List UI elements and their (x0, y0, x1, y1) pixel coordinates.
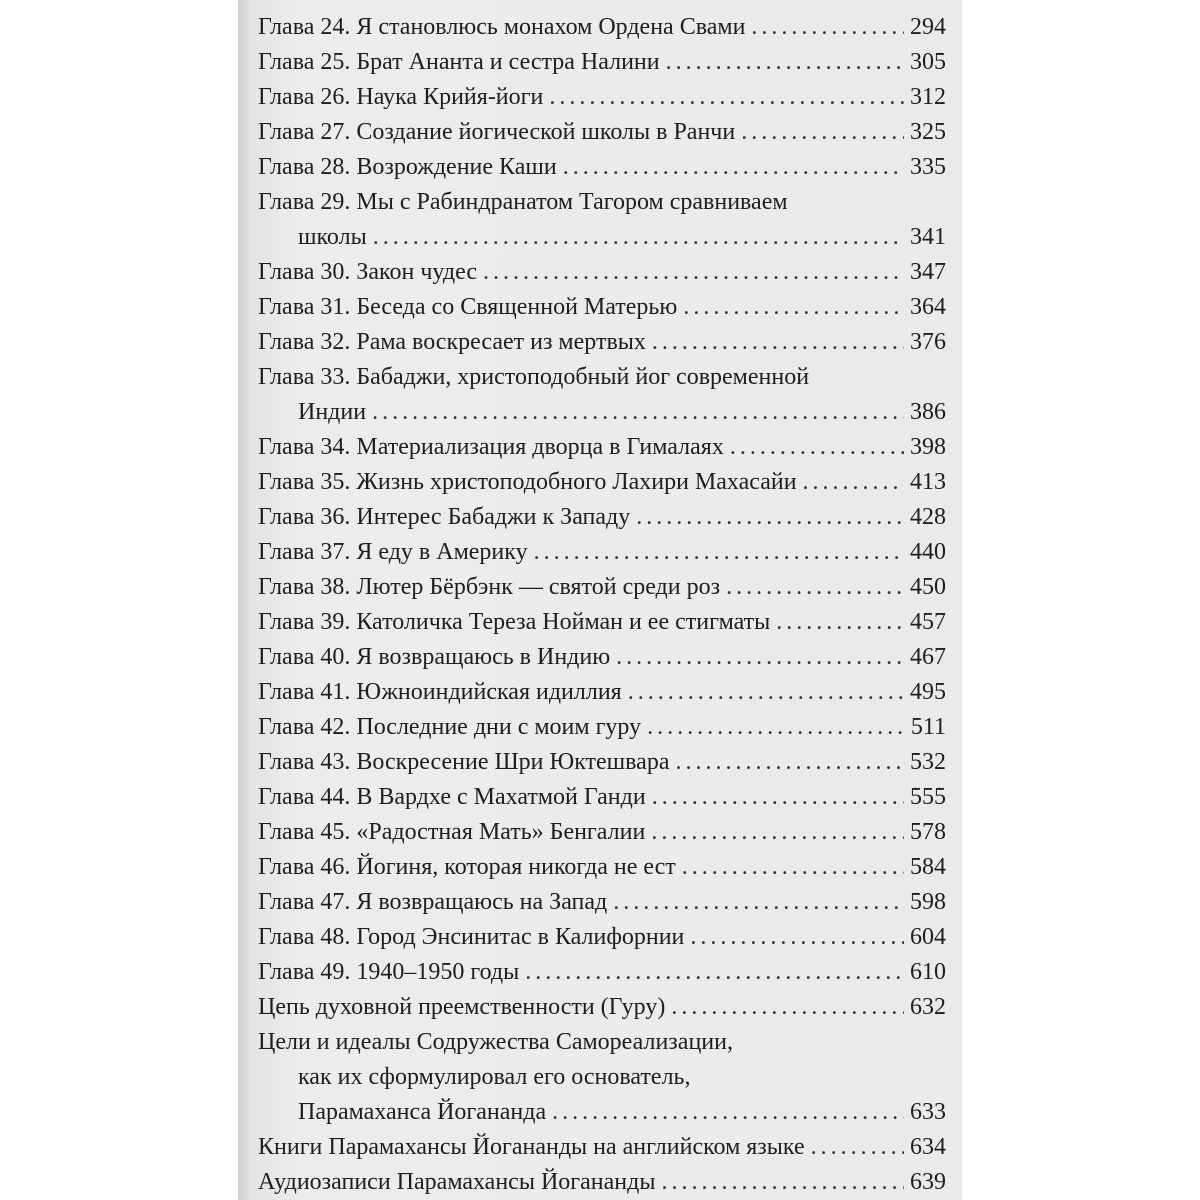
toc-page-number: 532 (910, 749, 946, 775)
toc-entry-title: Глава 29. Мы с Рабиндранатом Тагором сравниваем (258, 189, 788, 215)
toc-page-number: 364 (910, 294, 946, 320)
leader-dots (373, 220, 904, 255)
toc-entry-title: Книги Парамахансы Йогананды на английском языке (258, 1134, 805, 1160)
leader-dots (683, 290, 904, 325)
leader-dots (661, 1165, 904, 1200)
toc-page-number: 347 (910, 259, 946, 285)
toc-entry (258, 990, 946, 1025)
leader-dots (483, 255, 904, 290)
toc-page-number: 467 (910, 644, 946, 670)
toc-page-number: 305 (910, 49, 946, 75)
toc-page-number: 450 (910, 574, 946, 600)
toc-line (258, 10, 946, 45)
toc-entry-title: Глава 36. Интерес Бабаджи к Западу (258, 504, 631, 530)
toc-page-number: 632 (910, 994, 946, 1020)
toc-line (258, 920, 946, 955)
toc-entry (258, 325, 946, 360)
toc-line (258, 745, 946, 780)
toc-entry-title: Глава 32. Рама воскресает из мертвых (258, 329, 646, 355)
leader-dots (751, 10, 904, 45)
toc-page-number: 578 (910, 819, 946, 845)
toc-entry-title: Глава 46. Йогиня, которая никогда не ест (258, 854, 676, 880)
toc-entry (258, 955, 946, 990)
toc-entry-title: Глава 27. Создание йогической школы в Ранчи (258, 119, 736, 145)
toc-line (258, 675, 946, 710)
toc-entry (258, 10, 946, 45)
toc-entry-title: Цепь духовной преемственности (Гуру) (258, 994, 666, 1020)
toc-line (258, 290, 946, 325)
leader-dots (636, 500, 904, 535)
toc-entry-title: Аудиозаписи Парамахансы Йогананды (258, 1169, 656, 1195)
toc-line (258, 815, 946, 850)
leader-dots (803, 465, 904, 500)
toc-entry (258, 1130, 946, 1165)
toc-page-number: 639 (910, 1169, 946, 1195)
leader-dots (616, 640, 904, 675)
leader-dots (671, 990, 904, 1025)
toc-entry (258, 360, 946, 430)
toc-line (258, 255, 946, 290)
toc-line (258, 570, 946, 605)
toc-entry (258, 465, 946, 500)
toc-line (258, 885, 946, 920)
toc-entry-title: школы (298, 224, 367, 250)
toc-entry-title: Парамаханса Йогананда (298, 1099, 547, 1125)
toc-entry (258, 45, 946, 80)
toc-line (258, 185, 946, 220)
toc-line (258, 1130, 946, 1165)
leader-dots (811, 1130, 904, 1165)
toc-entry (258, 185, 946, 255)
toc-entry (258, 920, 946, 955)
toc-page-number: 312 (910, 84, 946, 110)
toc-page-number: 335 (910, 154, 946, 180)
toc-entry-title: Глава 31. Беседа со Священной Матерью (258, 294, 678, 320)
toc-entry (258, 500, 946, 535)
toc-line (258, 1165, 946, 1200)
toc-line (258, 1025, 946, 1060)
toc-entry (258, 150, 946, 185)
toc-page-number: 294 (910, 14, 946, 40)
toc-line (258, 115, 946, 150)
toc-line (258, 850, 946, 885)
toc-line (258, 1060, 946, 1095)
toc-page-number: 610 (910, 959, 946, 985)
toc-page-number: 598 (910, 889, 946, 915)
leader-dots (647, 710, 905, 745)
toc-page-number: 376 (910, 329, 946, 355)
toc-entry-title: Глава 43. Воскресение Шри Юктешвара (258, 749, 670, 775)
toc-entry-title: Глава 41. Южноиндийская идиллия (258, 679, 622, 705)
toc-line (258, 45, 946, 80)
leader-dots (552, 1095, 904, 1130)
toc-line (258, 990, 946, 1025)
toc-entry-title: Глава 35. Жизнь христоподобного Лахири Махасайи (258, 469, 797, 495)
leader-dots (628, 675, 904, 710)
toc-page-number: 633 (910, 1099, 946, 1125)
toc-line (258, 780, 946, 815)
toc-entry (258, 1165, 946, 1200)
toc-entry (258, 710, 946, 745)
toc-entry-title: Глава 47. Я возвращаюсь на Запад (258, 889, 608, 915)
toc-page-number: 457 (910, 609, 946, 635)
toc-line (258, 150, 946, 185)
toc-entry-title: Глава 25. Брат Ананта и сестра Налини (258, 49, 660, 75)
toc-entry-title: Глава 38. Лютер Бёрбэнк — святой среди роз (258, 574, 721, 600)
leader-dots (534, 535, 904, 570)
leader-dots (613, 885, 904, 920)
toc-line (258, 430, 946, 465)
toc-entry (258, 290, 946, 325)
toc-page-number: 428 (910, 504, 946, 530)
leader-dots (652, 780, 904, 815)
toc-line (258, 395, 946, 430)
toc-entry-title: Цели и идеалы Содружества Самореализации, (258, 1029, 733, 1055)
toc-entry (258, 605, 946, 640)
leader-dots (726, 570, 904, 605)
toc-entry (258, 640, 946, 675)
leader-dots (372, 395, 904, 430)
toc-entry-title: Глава 24. Я становлюсь монахом Ордена Свами (258, 14, 746, 40)
toc-entry-title: Глава 39. Католичка Тереза Нойман и ее стигматы (258, 609, 771, 635)
toc-entry-title: Глава 49. 1940–1950 годы (258, 959, 520, 985)
toc-entry (258, 255, 946, 290)
toc-line (258, 1095, 946, 1130)
toc-line (258, 955, 946, 990)
toc-page-number: 584 (910, 854, 946, 880)
leader-dots (776, 605, 904, 640)
toc-line (258, 605, 946, 640)
leader-dots (690, 920, 904, 955)
leader-dots (652, 325, 904, 360)
toc-entry-title: Глава 44. В Вардхе с Махатмой Ганди (258, 784, 646, 810)
toc-entry-title: Глава 37. Я еду в Америку (258, 539, 528, 565)
toc-entry-title: Глава 48. Город Энсинитас в Калифорнии (258, 924, 685, 950)
toc-entry-title: Глава 45. «Радостная Мать» Бенгалии (258, 819, 646, 845)
toc-line (258, 710, 946, 745)
toc-line (258, 325, 946, 360)
toc-line (258, 535, 946, 570)
toc-entry (258, 850, 946, 885)
toc-entry (258, 1025, 946, 1130)
toc-entry (258, 115, 946, 150)
toc-page-number: 440 (910, 539, 946, 565)
toc-entry (258, 815, 946, 850)
toc-entry-title: Глава 42. Последние дни с моим гуру (258, 714, 642, 740)
toc-line (258, 640, 946, 675)
toc-entry-title: Глава 33. Бабаджи, христоподобный йог современной (258, 364, 810, 390)
toc-line (258, 220, 946, 255)
toc-line (258, 80, 946, 115)
table-of-contents (258, 10, 946, 1200)
leader-dots (549, 80, 904, 115)
toc-line (258, 360, 946, 395)
toc-page-number: 341 (910, 224, 946, 250)
toc-page-number: 634 (910, 1134, 946, 1160)
toc-entry-title: Глава 28. Возрождение Каши (258, 154, 557, 180)
leader-dots (730, 430, 904, 465)
toc-page-number: 398 (910, 434, 946, 460)
toc-entry-title: Глава 26. Наука Крийя-йоги (258, 84, 544, 110)
toc-page-number: 386 (910, 399, 946, 425)
toc-entry (258, 675, 946, 710)
leader-dots (651, 815, 904, 850)
toc-entry (258, 745, 946, 780)
toc-line (258, 500, 946, 535)
leader-dots (666, 45, 904, 80)
toc-line (258, 465, 946, 500)
toc-entry (258, 80, 946, 115)
toc-entry-title: Глава 34. Материализация дворца в Гималаях (258, 434, 724, 460)
toc-page-number: 511 (910, 714, 946, 740)
toc-entry (258, 885, 946, 920)
toc-entry-title: как их сформулировал его основатель, (298, 1064, 691, 1090)
toc-entry-title: Индии (298, 399, 367, 425)
leader-dots (682, 850, 904, 885)
toc-page-number: 325 (910, 119, 946, 145)
toc-entry (258, 570, 946, 605)
toc-entry (258, 535, 946, 570)
leader-dots (741, 115, 904, 150)
toc-entry-title: Глава 40. Я возвращаюсь в Индию (258, 644, 611, 670)
toc-page-number: 413 (910, 469, 946, 495)
toc-entry-title: Глава 30. Закон чудес (258, 259, 477, 285)
leader-dots (675, 745, 904, 780)
leader-dots (563, 150, 904, 185)
toc-page-number: 604 (910, 924, 946, 950)
toc-page-number: 495 (910, 679, 946, 705)
leader-dots (525, 955, 904, 990)
toc-entry (258, 780, 946, 815)
toc-page-number: 555 (910, 784, 946, 810)
toc-entry (258, 430, 946, 465)
